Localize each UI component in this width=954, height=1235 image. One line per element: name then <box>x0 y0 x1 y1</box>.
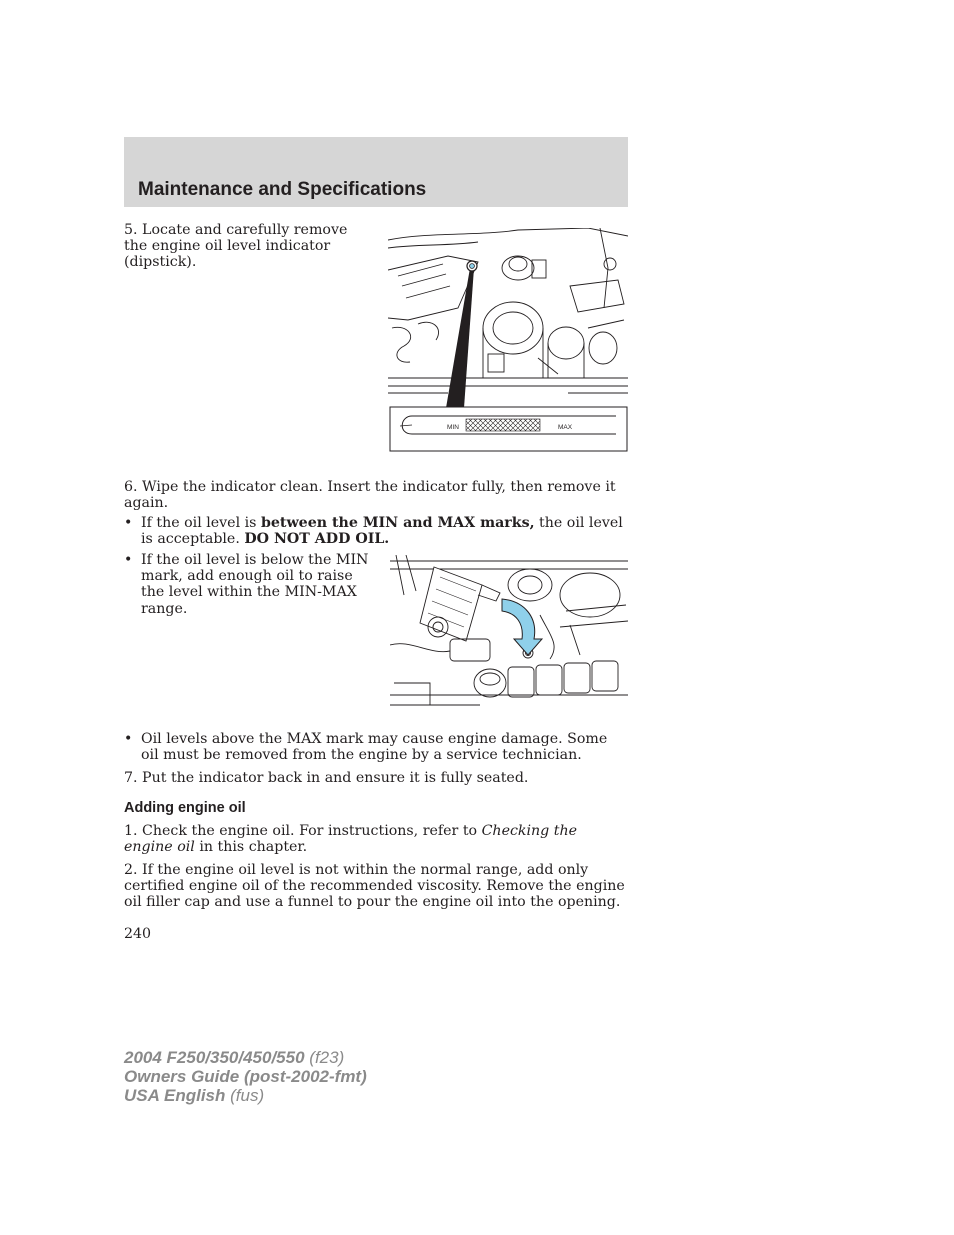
page-number: 240 <box>124 926 152 942</box>
bullet-dot: • <box>124 515 133 531</box>
bullet-dot: • <box>124 731 133 747</box>
bullet-oil-below-min <box>124 552 374 617</box>
adding-oil-figure <box>390 555 628 715</box>
step-5-text: 5. Locate and carefully remove the engine oil level indicator (dipstick). <box>124 222 348 271</box>
add-oil-illustration <box>390 555 628 715</box>
footer-line-guide: Owners Guide (post-2002-fmt) <box>124 1067 367 1086</box>
footer-line-model: 2004 F250/350/450/550 (f23) <box>124 1048 345 1067</box>
min-mark-label: MIN <box>447 424 459 431</box>
bullet-oil-acceptable <box>124 515 628 549</box>
bullet-text: Oil levels above the MAX mark may cause engine damage. Some oil must be removed from the engine by a service technician. <box>141 731 608 764</box>
dipstick-location-figure <box>388 228 628 453</box>
bullet-oil-above-max <box>124 731 628 765</box>
bullet-text: If the oil level is between the MIN and MAX marks, the oil level is acceptable. DO NOT ADD OIL. <box>141 515 623 548</box>
section-title: Maintenance and Specifications <box>138 179 427 200</box>
footer-line-language: USA English (fus) <box>124 1086 265 1105</box>
adding-step-2-text: 2. If the engine oil level is not within the normal range, add only certified engine oil of the recommended viscosity. Remove the engine oil filler cap and use a funnel to pour the engine oil into the opening. <box>124 862 625 911</box>
bullet-text: If the oil level is below the MIN mark, add enough oil to raise the level within the MIN-MAX range. <box>141 552 369 617</box>
step-6-text: 6. Wipe the indicator clean. Insert the indicator fully, then remove it again. <box>124 479 616 512</box>
document-footer <box>124 1048 367 1105</box>
section-header-band <box>124 137 628 207</box>
adding-engine-oil-heading: Adding engine oil <box>124 800 246 816</box>
adding-step-1-text: 1. Check the engine oil. For instructions, refer to Checking the engine oil in this chapter. <box>124 823 578 856</box>
engine-dipstick-illustration <box>388 228 628 453</box>
max-mark-label: MAX <box>558 424 573 431</box>
bullet-dot: • <box>124 552 133 568</box>
step-7-text: 7. Put the indicator back in and ensure it is fully seated. <box>124 770 529 786</box>
cross-reference-link: Checking the engine oil <box>124 823 578 856</box>
